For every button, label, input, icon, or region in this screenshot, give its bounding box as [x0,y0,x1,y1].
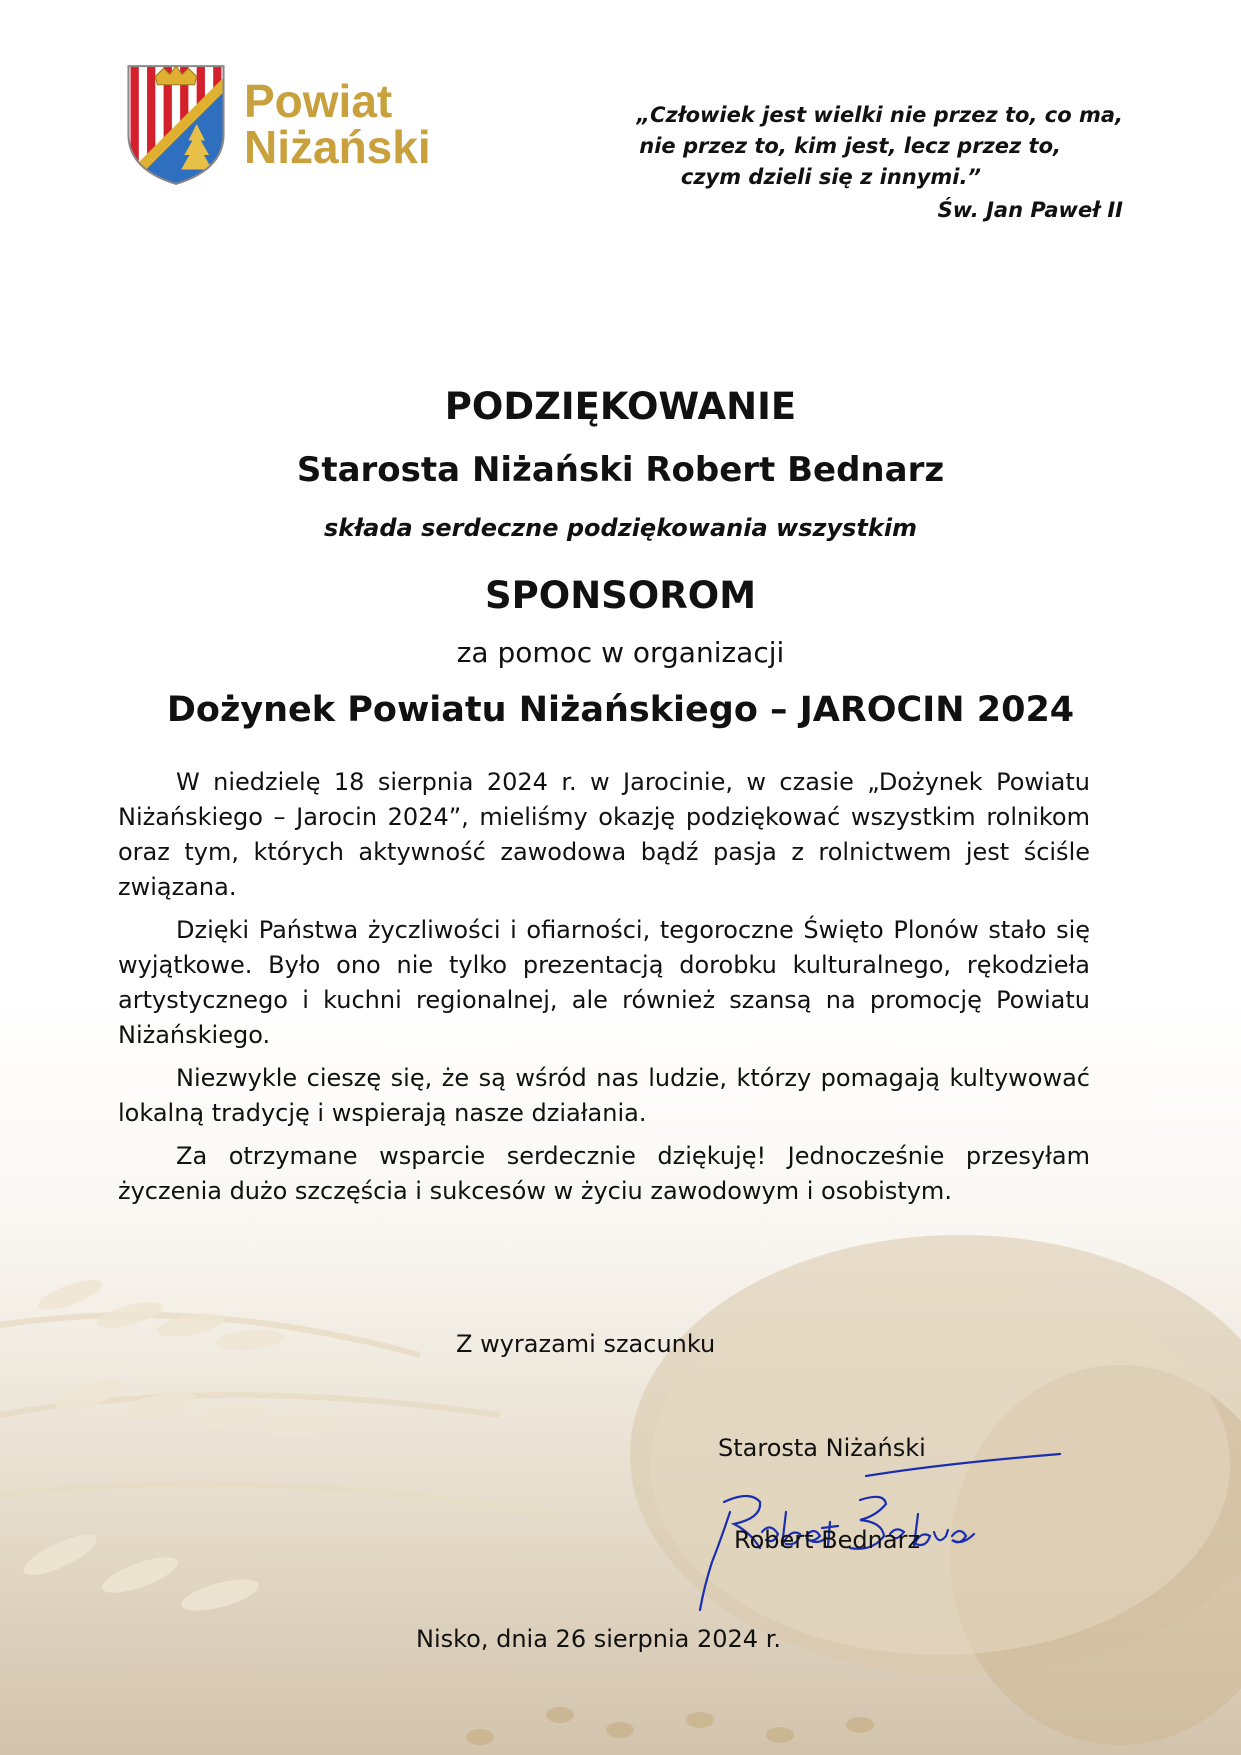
paragraph-2: Dzięki Państwa życzliwości i ofiarności, tegoroczne Święto Plonów stało się wyjątkowe. Było ono nie tylko prezentacją dorobku kulturalnego, rękodzieła artystycznego i kuchni regionalnej, ale również szansą na promocję Powiatu Niżańskiego. [118,916,1090,1049]
paragraph-1: W niedzielę 18 sierpnia 2024 r. w Jarocinie, w czasie „Dożynek Powiatu Niżańskiego – Jarocin 2024”, mieliśmy okazję podziękować wszystkim rolnikom oraz tym, których aktywność zawodowa bądź pasja z rolnictwem jest ściśle związana. [118,768,1090,901]
purpose-line: za pomoc w organizacji [456,636,785,669]
document-title: PODZIĘKOWANIE [444,385,797,428]
letter-body [118,765,1090,1217]
quote-line-3: czym dzieli się z innymi.” [680,165,981,189]
paragraph-4: Za otrzymane wsparcie serdecznie dziękuję! Jednocześnie przesyłam życzenia dużo szczęścia i sukcesów w życiu zawodowym i osobistym. [118,1142,1090,1205]
quote-line-1: „Człowiek jest wielki nie przez to, co ma, [636,103,1123,127]
quote-author: Św. Jan Paweł II [937,198,1123,222]
logo-line-2: Niżański [244,121,431,173]
paragraph-3: Niezwykle cieszę się, że są wśród nas ludzie, którzy pomagają kultywować lokalną tradycję i wspierają nasze działania. [118,1064,1090,1127]
intro-line: składa serdeczne podziękowania wszystkim [323,514,918,542]
signer-name: Robert Bednarz [734,1526,921,1554]
sender-line: Starosta Niżański Robert Bednarz [296,450,945,490]
coat-of-arms-icon [124,62,228,186]
motto-quote [603,100,1123,226]
event-title: Dożynek Powiatu Niżańskiego – JAROCIN 2024 [166,690,1075,730]
date-line: Nisko, dnia 26 sierpnia 2024 r. [416,1625,781,1653]
logo [124,62,431,186]
recipients-heading: SPONSOROM [484,574,757,617]
logo-line-1: Powiat [244,75,393,127]
signer-title: Starosta Niżański [718,1434,926,1462]
logo-text [244,75,431,173]
quote-line-2: nie przez to, kim jest, lecz przez to, [639,134,1061,158]
closing-regards: Z wyrazami szacunku [456,1330,716,1358]
